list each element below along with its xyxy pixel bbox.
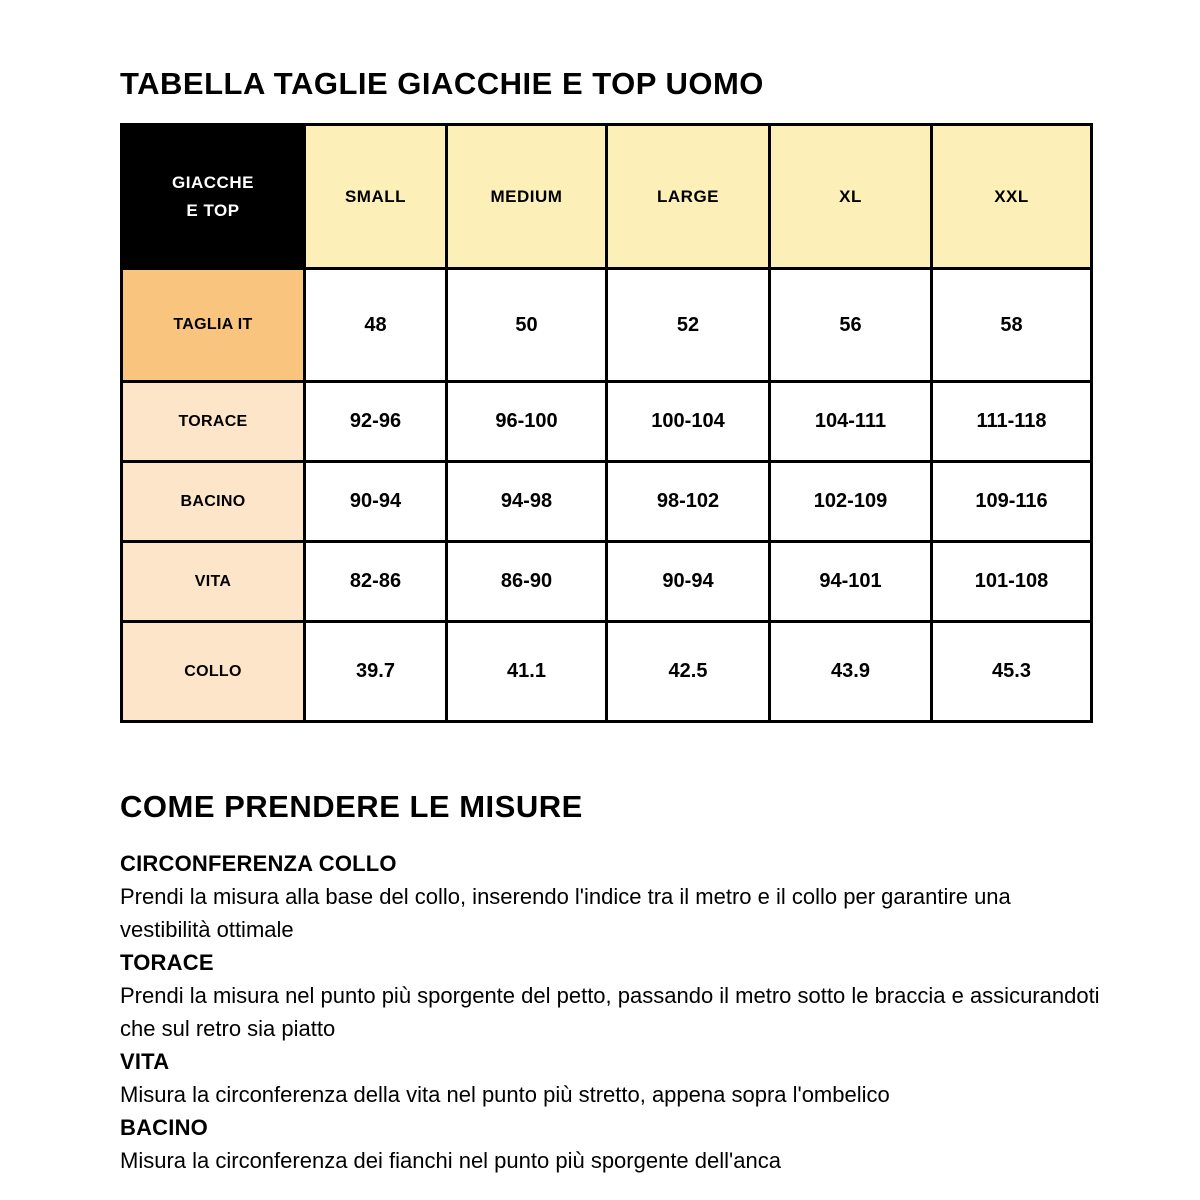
- column-header-xxl: XXL: [932, 125, 1092, 269]
- cell-collo-xxl: 45.3: [932, 622, 1092, 722]
- table-row-torace: [122, 382, 1092, 462]
- cell-vita-small: 82-86: [305, 542, 447, 622]
- cell-torace-xl: 104-111: [770, 382, 932, 462]
- row-label-collo: COLLO: [122, 622, 305, 722]
- cell-bacino-xl: 102-109: [770, 462, 932, 542]
- corner-label-line1: GIACCHE: [172, 172, 254, 192]
- cell-collo-medium: 41.1: [447, 622, 607, 722]
- column-header-small: SMALL: [305, 125, 447, 269]
- cell-taglia-medium: 50: [447, 269, 607, 382]
- table-row-bacino: [122, 462, 1092, 542]
- column-header-xl: XL: [770, 125, 932, 269]
- row-label-taglia-it: TAGLIA IT: [122, 269, 305, 382]
- cell-collo-xl: 43.9: [770, 622, 932, 722]
- cell-collo-large: 42.5: [607, 622, 770, 722]
- instruction-heading-bacino: BACINO: [120, 1115, 208, 1140]
- instruction-heading-vita: VITA: [120, 1049, 170, 1074]
- cell-taglia-xl: 56: [770, 269, 932, 382]
- cell-taglia-small: 48: [305, 269, 447, 382]
- cell-collo-small: 39.7: [305, 622, 447, 722]
- row-label-bacino: BACINO: [122, 462, 305, 542]
- cell-bacino-large: 98-102: [607, 462, 770, 542]
- cell-torace-small: 92-96: [305, 382, 447, 462]
- instruction-text-vita: Misura la circonferenza della vita nel punto più stretto, appena sopra l'ombelico: [120, 1082, 890, 1107]
- cell-bacino-xxl: 109-116: [932, 462, 1092, 542]
- cell-vita-medium: 86-90: [447, 542, 607, 622]
- page-title: TABELLA TAGLIE GIACCHIE E TOP UOMO: [120, 66, 764, 101]
- cell-torace-medium: 96-100: [447, 382, 607, 462]
- measuring-instructions: [120, 847, 1105, 1177]
- size-table: [120, 123, 1093, 723]
- instruction-text-bacino: Misura la circonferenza dei fianchi nel punto più sporgente dell'anca: [120, 1148, 781, 1173]
- table-corner-cell: [122, 125, 305, 269]
- instruction-text-circonferenza-collo: Prendi la misura alla base del collo, inserendo l'indice tra il metro e il collo per garantire una vestibilità ottimale: [120, 884, 1011, 942]
- instruction-text-torace: Prendi la misura nel punto più sporgente del petto, passando il metro sotto le braccia e assicurandoti che sul retro sia piatto: [120, 983, 1100, 1041]
- cell-torace-large: 100-104: [607, 382, 770, 462]
- cell-bacino-small: 90-94: [305, 462, 447, 542]
- cell-bacino-medium: 94-98: [447, 462, 607, 542]
- row-label-vita: VITA: [122, 542, 305, 622]
- corner-label-line2: E TOP: [186, 200, 240, 220]
- table-row-collo: [122, 622, 1092, 722]
- cell-vita-large: 90-94: [607, 542, 770, 622]
- cell-vita-xxl: 101-108: [932, 542, 1092, 622]
- table-row-taglia-it: [122, 269, 1092, 382]
- column-header-medium: MEDIUM: [447, 125, 607, 269]
- column-header-large: LARGE: [607, 125, 770, 269]
- cell-taglia-xxl: 58: [932, 269, 1092, 382]
- cell-taglia-large: 52: [607, 269, 770, 382]
- instruction-heading-torace: TORACE: [120, 950, 214, 975]
- cell-vita-xl: 94-101: [770, 542, 932, 622]
- table-row-vita: [122, 542, 1092, 622]
- cell-torace-xxl: 111-118: [932, 382, 1092, 462]
- measuring-section-title: COME PRENDERE LE MISURE: [120, 789, 583, 824]
- row-label-torace: TORACE: [122, 382, 305, 462]
- table-header-row: [122, 125, 1092, 269]
- instruction-heading-circonferenza-collo: CIRCONFERENZA COLLO: [120, 851, 397, 876]
